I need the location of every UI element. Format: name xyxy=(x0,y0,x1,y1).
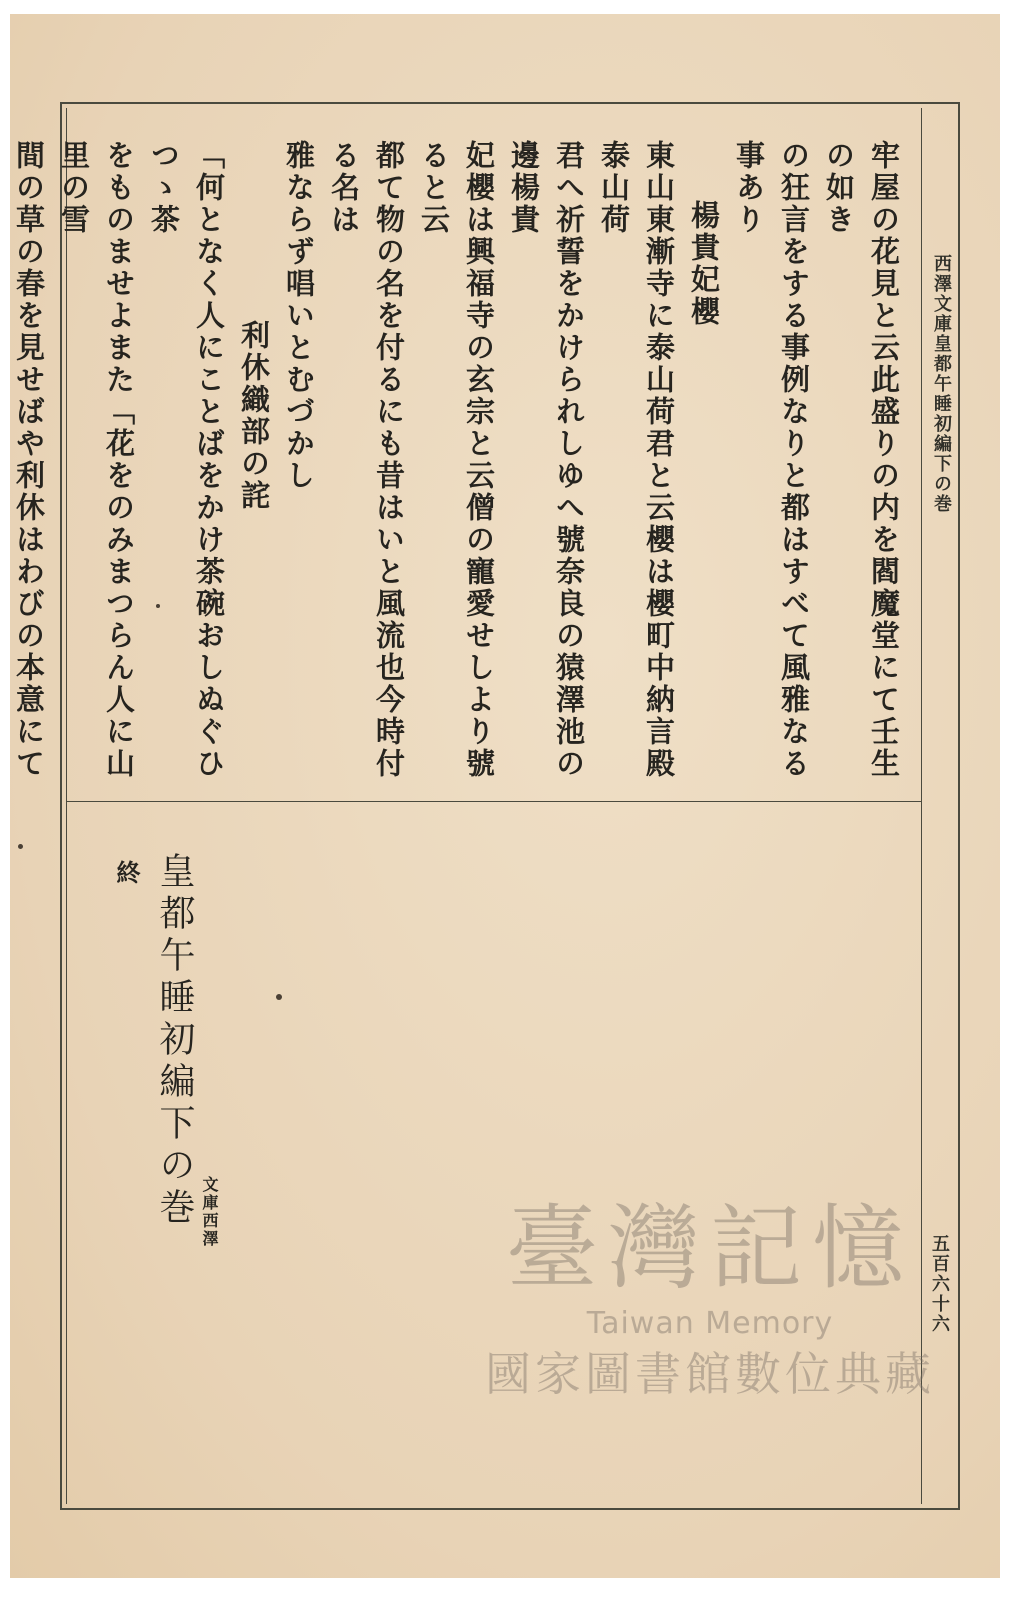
text-line: 「何となく人にことばをかけ茶碗おしぬぐひつゝ茶 xyxy=(147,140,226,780)
watermark xyxy=(450,1194,970,1404)
colophon xyxy=(102,808,220,1248)
colophon-title-text: 皇都午睡初編下の巻 xyxy=(154,852,195,1230)
ink-spot xyxy=(156,604,160,608)
text-line: 君へ祈誓をかけられしゆへ號奈良の猿澤池の邊楊貴 xyxy=(507,140,586,780)
text-line: 東山東漸寺に泰山荷君と云櫻は櫻町中納言殿泰山荷 xyxy=(597,140,676,780)
text-line: 妃櫻は興福寺の玄宗と云僧の寵愛せしより號ると云 xyxy=(417,140,496,780)
section-divider-line xyxy=(66,801,922,802)
watermark-main: 臺灣記憶 xyxy=(505,1195,914,1302)
end-mark: 終 xyxy=(112,860,141,890)
body-text xyxy=(0,140,906,800)
text-line: の狂言をする事例なりと都はすべて風雅なる事あり xyxy=(732,140,811,780)
watermark-library: 國家圖書館數位典藏 xyxy=(485,1347,935,1401)
watermark-english: Taiwan Memory xyxy=(586,1306,834,1341)
series-label-line: 文庫 xyxy=(200,1176,219,1212)
page-number: 五百六十六 xyxy=(929,1234,950,1334)
series-label-line: 西澤 xyxy=(200,1212,219,1248)
colophon-title xyxy=(102,808,198,1248)
ink-spot xyxy=(18,844,23,849)
page-scan xyxy=(10,14,1000,1578)
section-heading: 楊貴妃櫻 xyxy=(687,200,721,328)
text-line: 間の草の春を見せばや利休はわびの本意にて xyxy=(12,140,46,780)
text-line: をものませよまた「花をのみまつらん人に山里の雪 xyxy=(57,140,136,780)
series-label xyxy=(198,808,220,1248)
section-heading: 利休織部の詫 xyxy=(237,320,271,512)
ink-spot xyxy=(276,994,282,1000)
text-line: 都て物の名を付るにも昔はいと風流也今時付る名は xyxy=(327,140,406,780)
text-line: 牢屋の花見と云此盛りの内を閻魔堂にて壬生の如き xyxy=(822,140,901,780)
text-line: 雅ならず唱いとむづかし xyxy=(282,140,316,492)
running-head: 西澤文庫皇都午睡初編下の巻 xyxy=(931,254,952,514)
